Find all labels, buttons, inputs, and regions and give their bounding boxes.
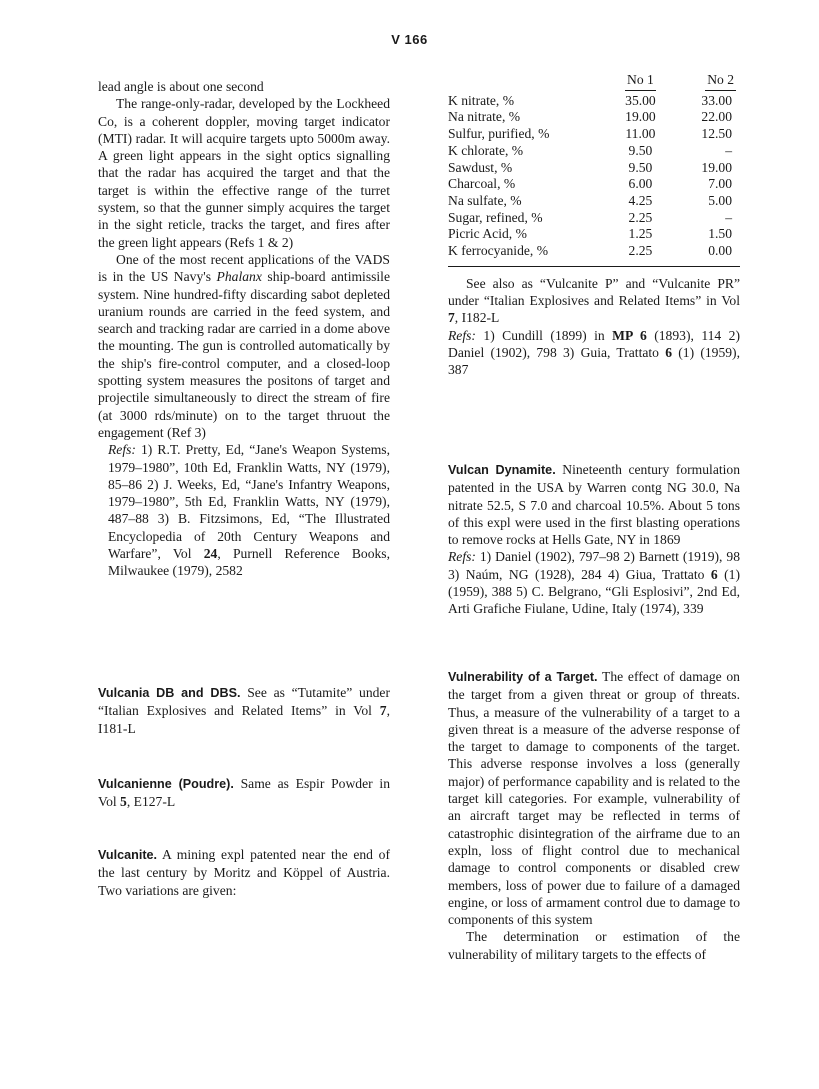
- table-row: [448, 109, 740, 126]
- page-header: V 166: [391, 32, 428, 47]
- cell-ingredient: K chlorate, %: [448, 142, 524, 158]
- table-row: [448, 210, 740, 227]
- cell-no1: 2.25: [628, 243, 653, 259]
- cell-no1: 19.00: [625, 109, 656, 125]
- term-vulcanite: Vulcanite.: [98, 848, 158, 862]
- cell-no1: 4.25: [628, 192, 653, 208]
- entry-vulnerability: [448, 668, 740, 963]
- cell-no1: 9.50: [628, 159, 653, 175]
- cell-no1: 1.25: [628, 226, 653, 242]
- cell-no1: 11.00: [625, 126, 656, 142]
- cell-ingredient: Na nitrate, %: [448, 109, 521, 125]
- paragraph-range-only-radar: The range-only-radar, developed by the Lockheed Co, is a coherent doppler, moving target indicator (MTI) radar. It will acquire targets upto 5000m away. A green light appears in the sight optics signalling that the radar has acquired the target and that the target is within the effective range of the turret system, so that the gunner simply acquires the target in the sight reticle, tracks the target, and fires after the green light appears (Refs 1 & 2): [98, 96, 390, 250]
- cell-no2: 19.00: [701, 159, 732, 175]
- phalanx-italic: Phalanx: [216, 269, 262, 285]
- term-vulcanienne: Vulcanienne (Poudre).: [98, 777, 234, 791]
- cell-no1: 2.25: [628, 209, 653, 225]
- term-vulcan-dynamite: Vulcan Dynamite.: [448, 463, 556, 477]
- entry-vulcanite: Vulcanite. A mining expl patented near the end of the last century by Moritz and Köppel of Austria. Two variations are given:: [98, 847, 390, 898]
- cell-no1: 6.00: [628, 176, 653, 192]
- table-row: [448, 143, 740, 160]
- cell-no2: 5.00: [708, 192, 732, 208]
- cell-ingredient: Na sulfate, %: [448, 192, 522, 208]
- references-vads: Refs: 1) R.T. Pretty, Ed, “Jane's Weapon Systems, 1979–1980”, 10th Ed, Franklin Watts, NY (1979), 85–86 2) J. Weeks, Ed, “Jane's Infantry Weapons, 1979–1980”, 5th Ed, Franklin Watts, NY (1979), 487–88 3) B. Fitzsimons, Ed, “The Illustrated Encyclopedia of 20th Century Weapons and Warfare”, Vol 24, Purnell Reference Books, Milwaukee (1979), 2582: [108, 442, 390, 579]
- cell-no2: 22.00: [701, 109, 732, 125]
- table-row: [448, 93, 740, 110]
- cell-ingredient: K ferrocyanide, %: [448, 243, 549, 259]
- entry-vulcan-dynamite: [448, 461, 740, 618]
- vulcan-dynamite-text: Vulcan Dynamite. Nineteenth century formulation patented in the USA by Warren contg NG 30.0, Na nitrate 52.5, S 7.0 and charcoal 10.5%. About 5 tons of this expl were used in the first blasting operations to remove rocks at Hells Gate, NY in 1869: [448, 462, 741, 548]
- right-column: [448, 72, 741, 962]
- cell-ingredient: K nitrate, %: [448, 92, 515, 108]
- table-row: [448, 126, 740, 143]
- cell-ingredient: Sugar, refined, %: [448, 209, 543, 225]
- column-header-no1: No 1: [625, 72, 656, 91]
- refs-label: Refs:: [448, 549, 476, 565]
- paragraph-lead-angle: lead angle is about one second: [98, 79, 264, 94]
- entry-vulcania: Vulcania DB and DBS. See as “Tutamite” under “Italian Explosives and Related Items” in Vol 7, I181-L: [98, 685, 390, 736]
- vulnerability-text: Vulnerability of a Target. The effect of damage on the target from a given threat or group of threats. Thus, a measure of the vulnerability of a target to a given threat is a measure of the adverse response of the target to damage to components of the target. This adverse response involves a loss (generally major) of performance capability and is related to the target kill categories. For example, vulnerability of an aircraft target may be reflected in terms of catastrophic disintegration of the airframe due to an expln, loss of flight control due to mechanical damage to control components or disabled crew members, loss of power due to failure of a damaged engine, or loss of armament control due to damage to components of this system: [448, 669, 740, 928]
- cell-no2: 7.00: [708, 176, 732, 192]
- cell-no1: 9.50: [628, 142, 653, 158]
- cell-no1: 35.00: [625, 92, 656, 108]
- cell-ingredient: Sulfur, purified, %: [448, 126, 550, 142]
- table-header-row: [448, 72, 740, 93]
- cell-no2: 0.00: [708, 243, 732, 259]
- cell-no2: –: [725, 209, 732, 225]
- table-row: [448, 243, 740, 260]
- table-bottom-rule: [448, 266, 740, 267]
- cell-no2: 1.50: [708, 226, 732, 242]
- table-row: [448, 226, 740, 243]
- cell-no2: 33.00: [701, 92, 732, 108]
- paragraph-see-also: See also as “Vulcanite P” and “Vulcanite PR” under “Italian Explosives and Related Items” in Vol 7, I182-L: [448, 275, 740, 326]
- vulnerability-paragraph-2: The determination or estimation of the vulnerability of military targets to the effects of: [448, 929, 740, 962]
- cell-no2: 12.50: [701, 126, 732, 142]
- term-vulcania: Vulcania DB and DBS.: [98, 686, 241, 700]
- left-column: [98, 78, 390, 898]
- table-row: [448, 160, 740, 177]
- composition-table: [448, 72, 740, 260]
- cell-ingredient: Sawdust, %: [448, 159, 513, 175]
- table-row: [448, 176, 740, 193]
- references-vulcan-dynamite: Refs: 1) Daniel (1902), 797–98 2) Barnett (1919), 98 3) Naúm, NG (1928), 284 4) Giua, Trattato 6 (1) (1959), 388 5) C. Belgrano, “Gli Esplosivi”, 2nd Ed, Arti Grafiche Fiulane, Udine, Italy (1974), 339: [448, 549, 740, 617]
- cell-ingredient: Charcoal, %: [448, 176, 516, 192]
- references-vulcanite: Refs: 1) Cundill (1899) in MP 6 (1893), 114 2) Daniel (1902), 798 3) Guia, Trattato 6 (1) (1959), 387: [448, 327, 740, 378]
- cell-no2: –: [725, 142, 732, 158]
- cell-ingredient: Picric Acid, %: [448, 226, 527, 242]
- refs-label: Refs:: [448, 327, 476, 343]
- column-header-no2: No 2: [705, 72, 736, 91]
- table-row: [448, 193, 740, 210]
- paragraph-phalanx: One of the most recent applications of the VADS is in the US Navy's Phalanx ship-board antimissile system. Nine hundred-fifty discarding sabot depleted uranium rounds are carried in the feed system, and search and tracking radar are carried in a dome above the mounting. The gun is controlled automatically by the ship's fire-control computer, and a closed-loop spotting system measures the positons of target and projectile simultaneously to direct the stream of fire (at 3000 rds/minute) on to the target thruout the engagement (Ref 3): [98, 251, 390, 440]
- term-vulnerability: Vulnerability of a Target.: [448, 670, 598, 684]
- entry-vulcanienne: Vulcanienne (Poudre). Same as Espir Powder in Vol 5, E127-L: [98, 776, 390, 810]
- refs-label: Refs:: [108, 442, 136, 458]
